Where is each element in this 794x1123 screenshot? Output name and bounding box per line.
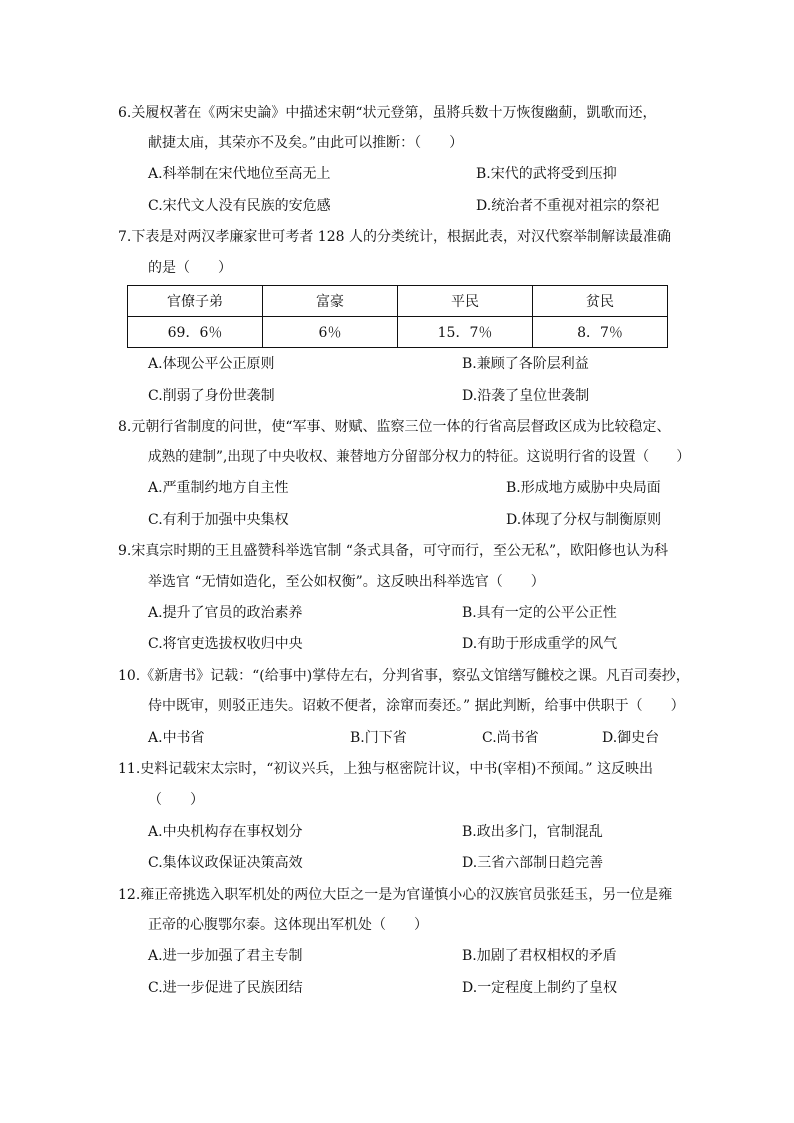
option-d[interactable]: D.御史台: [602, 730, 660, 746]
question-number: 9.: [118, 543, 132, 559]
option-c[interactable]: C.集体议政保证决策高效: [148, 855, 303, 871]
option-d[interactable]: D.体现了分权与制衡原则: [506, 512, 662, 528]
option-b[interactable]: B.政出多门，官制混乱: [462, 824, 603, 840]
option-a[interactable]: A.中央机构存在事权划分: [148, 824, 303, 840]
question-number: 11.: [118, 761, 141, 777]
question-stem-line: 8.元朝行省制度的问世，使“军事、财赋、监察三位一体的行省高层督政区成为比较稳定、: [118, 419, 671, 435]
option-a[interactable]: A.中书省: [148, 730, 205, 746]
option-d[interactable]: D.统治者不重视对祖宗的祭祀: [476, 198, 660, 214]
table-header-cell: 贫民: [533, 286, 668, 317]
table-header-cell: 富豪: [263, 286, 398, 317]
option-c[interactable]: C.将官吏选拔权收归中央: [148, 636, 303, 652]
option-c[interactable]: C.宋代文人没有民族的安危感: [148, 198, 331, 214]
option-b[interactable]: B.形成地方威胁中央局面: [506, 480, 661, 496]
table-cell: 8．7％: [533, 317, 668, 348]
question-stem-line: 献捷太庙，其荣亦不及矣。”由此可以推断：（ ）: [148, 135, 464, 151]
option-a[interactable]: A.严重制约地方自主性: [148, 480, 289, 496]
table-cell: 15．7％: [398, 317, 533, 348]
option-b[interactable]: B.门下省: [350, 730, 407, 746]
question-stem-line: 9.宋真宗时期的王且盛赞科举选官制 “条式具备，可守而行，至公无私”，欧阳修也认为科: [118, 543, 669, 559]
option-b[interactable]: B.兼顾了各阶层利益: [462, 356, 589, 372]
question-stem-line: 成熟的建制”,出现了中央收权、兼替地方分留部分权力的特征。这说明行省的设置（ ）: [148, 449, 690, 465]
question-number: 8.: [118, 419, 132, 435]
option-d[interactable]: D.三省六部制日趋完善: [462, 855, 604, 871]
option-d[interactable]: D.有助于形成重学的风气: [462, 636, 618, 652]
table-cell: 69．6％: [128, 317, 263, 348]
question-stem-line: 7.下表是对两汉孝廉家世可考者 128 人的分类统计，根据此表，对汉代察举制解读最准确: [118, 229, 671, 245]
table-header-cell: 平民: [398, 286, 533, 317]
option-d[interactable]: D.一定程度上制约了皇权: [462, 980, 618, 996]
question-stem-line: 6.关履权著在《两宋史論》中描述宋朝“状元登第，虽將兵数十万恢復幽薊，凱歌而还，: [118, 105, 657, 121]
question-stem-line: 10.《新唐书》记载：“(给事中)掌侍左右，分判省事，察弘文馆缮写雠校之课。凡百司奏抄，: [118, 668, 690, 684]
option-a[interactable]: A.体现公平公正原则: [148, 356, 275, 372]
table-cell: 6％: [263, 317, 398, 348]
statistics-table: [127, 285, 668, 348]
option-c[interactable]: C.尚书省: [482, 730, 539, 746]
option-c[interactable]: C.有利于加强中央集权: [148, 512, 289, 528]
option-a[interactable]: A.提升了官员的政治素养: [148, 605, 303, 621]
question-number: 7.: [118, 229, 132, 245]
question-stem-line: 举选官 “无情如造化，至公如权衡”。这反映出科举选官（ ）: [148, 574, 545, 590]
table-header-cell: 官僚子弟: [128, 286, 263, 317]
question-stem-line: 正帝的心腹鄂尔泰。这体现出军机处（ ）: [148, 917, 428, 933]
question-number: 10.: [118, 668, 141, 684]
question-stem-line: 12.雍正帝挑选入职军机处的两位大臣之一是为官谨慎小心的汉族官员张廷玉，另一位是雍: [118, 887, 673, 903]
option-c[interactable]: C.削弱了身份世袭制: [148, 388, 275, 404]
option-b[interactable]: B.加剧了君权相权的矛盾: [462, 948, 617, 964]
table-header-row: [128, 286, 668, 317]
option-d[interactable]: D.沿袭了皇位世袭制: [462, 388, 590, 404]
question-number: 6.: [118, 105, 132, 121]
question-stem-line: 侍中既审，则驳正违失。诏敕不便者，涂窜而奏还。” 据此判断，给事中供职于（ ）: [148, 698, 685, 714]
option-a[interactable]: A.科举制在宋代地位至高无上: [148, 166, 331, 182]
question-number: 12.: [118, 887, 141, 903]
option-a[interactable]: A.进一步加强了君主专制: [148, 948, 303, 964]
question-stem-line: 的是（ ）: [148, 260, 232, 276]
option-c[interactable]: C.进一步促进了民族团结: [148, 980, 303, 996]
question-stem-line: （ ）: [148, 792, 204, 808]
table-row: [128, 317, 668, 348]
option-b[interactable]: B.宋代的武将受到压抑: [476, 166, 617, 182]
question-stem-line: 11.史料记载宋太宗时，“初议兴兵，上独与枢密院计议，中书(宰相)不预闻。” 这反映出: [118, 761, 653, 777]
option-b[interactable]: B.具有一定的公平公正性: [462, 605, 617, 621]
